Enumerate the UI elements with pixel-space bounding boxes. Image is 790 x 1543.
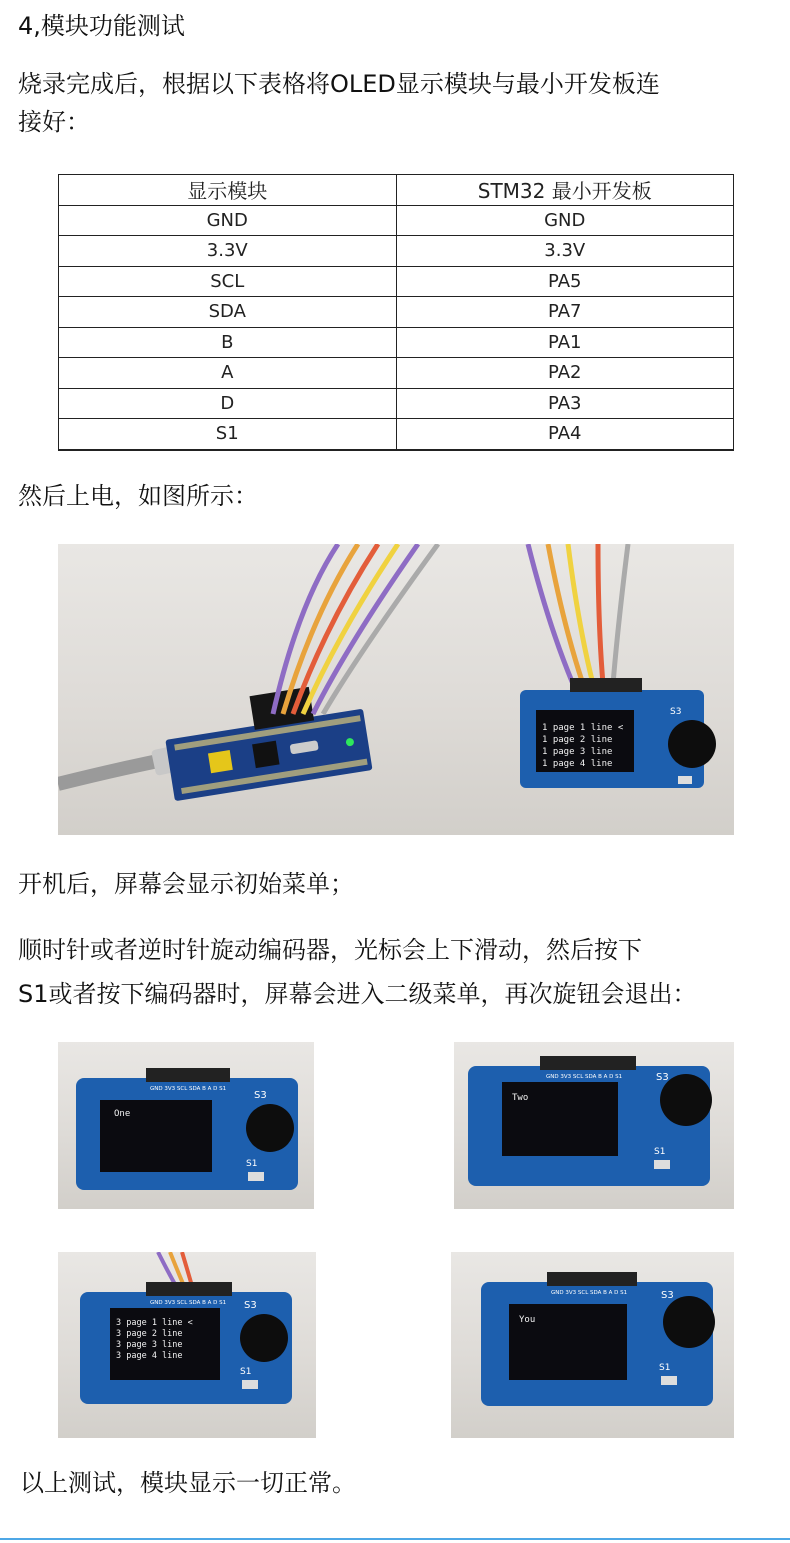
oled-line-2: 3 page 2 line [116, 1329, 183, 1339]
oled-module-illustration [451, 1252, 734, 1438]
oled-line-1: 3 page 1 line < [116, 1318, 193, 1328]
table-cell: PA3 [396, 388, 734, 419]
table-row [59, 205, 734, 236]
table-cell: SCL [59, 266, 397, 297]
pin-labels: GND 3V3 SCL SDA B A D S1 [150, 1300, 227, 1306]
encoder-label: S3 [244, 1300, 257, 1311]
table-cell: PA1 [396, 327, 734, 358]
pin-labels: GND 3V3 SCL SDA B A D S1 [546, 1074, 623, 1080]
table-cell: PA5 [396, 266, 734, 297]
button-s1-icon [242, 1380, 258, 1389]
photo-menu-you [451, 1252, 734, 1438]
oled-module-illustration [454, 1042, 734, 1209]
table-row [59, 388, 734, 419]
pin-labels: GND 3V3 SCL SDA B A D S1 [150, 1086, 227, 1092]
table-cell: PA2 [396, 358, 734, 389]
photo-menu-one [58, 1042, 314, 1209]
table-row [59, 297, 734, 328]
power-on-caption: 然后上电，如图所示： [18, 482, 258, 510]
table-header-stm32: STM32 最小开发板 [396, 175, 734, 206]
oled-line-2: 1 page 2 line [542, 735, 613, 745]
rotate-instruction-line-2: S1或者按下编码器时，屏幕会进入二级菜单，再次旋钮会退出： [18, 980, 697, 1008]
boot-caption: 开机后，屏幕会显示初始菜单； [18, 870, 354, 898]
table-row [59, 419, 734, 450]
oled-line-4: 3 page 4 line [116, 1351, 183, 1361]
table-cell: 3.3V [59, 236, 397, 267]
oled-module-illustration [58, 1042, 314, 1209]
encoder-knob-icon [668, 720, 716, 768]
table-row [59, 266, 734, 297]
wiring-photo [58, 544, 734, 835]
wiring-illustration [58, 544, 734, 835]
rotate-instruction-line-1: 顺时针或者逆时针旋动编码器，光标会上下滑动，然后按下 [18, 936, 642, 964]
encoder-label: S3 [656, 1072, 669, 1083]
photo-menu-page3 [58, 1252, 316, 1438]
oled-text-one: One [114, 1109, 131, 1119]
oled-module-illustration [58, 1252, 316, 1438]
table-header-oled: 显示模块 [59, 175, 397, 206]
encoder-knob-icon [663, 1296, 715, 1348]
table-cell: 3.3V [396, 236, 734, 267]
button-s1-icon [248, 1172, 264, 1181]
button-label: S1 [659, 1363, 671, 1373]
bottom-divider [0, 1538, 790, 1540]
pin-connection-table [58, 174, 734, 451]
table-cell: S1 [59, 419, 397, 450]
button-s1-icon [661, 1376, 677, 1385]
encoder-label: S3 [670, 707, 682, 717]
pin-labels: GND 3V3 SCL SDA B A D S1 [551, 1290, 628, 1296]
encoder-label: S3 [661, 1290, 674, 1301]
intro-paragraph-line-1: 烧录完成后，根据以下表格将OLED显示模块与最小开发板连 [18, 70, 660, 98]
table-cell: GND [396, 205, 734, 236]
oled-text-two: Two [512, 1093, 529, 1103]
table-cell: GND [59, 205, 397, 236]
table-row [59, 358, 734, 389]
encoder-knob-icon [240, 1314, 288, 1362]
table-header-row [59, 175, 734, 206]
encoder-label: S3 [254, 1090, 267, 1101]
table-cell: D [59, 388, 397, 419]
table-cell: SDA [59, 297, 397, 328]
table-cell: A [59, 358, 397, 389]
oled-line-1: 1 page 1 line < [542, 723, 624, 733]
table-row [59, 236, 734, 267]
encoder-knob-icon [246, 1104, 294, 1152]
intro-paragraph-line-2: 接好： [18, 108, 90, 136]
oled-line-3: 3 page 3 line [116, 1340, 183, 1350]
table-row [59, 327, 734, 358]
oled-line-4: 1 page 4 line [542, 759, 613, 769]
table-cell: PA4 [396, 419, 734, 450]
button-label: S1 [654, 1147, 666, 1157]
button-s1-icon [654, 1160, 670, 1169]
button-label: S1 [240, 1367, 252, 1377]
oled-text-you: You [519, 1315, 536, 1325]
summary-caption: 以上测试，模块显示一切正常。 [20, 1469, 356, 1497]
table-cell: PA7 [396, 297, 734, 328]
photo-menu-two [454, 1042, 734, 1209]
oled-line-3: 1 page 3 line [542, 747, 613, 757]
section-heading: 4,模块功能测试 [18, 12, 185, 40]
button-label: S1 [246, 1159, 258, 1169]
table-cell: B [59, 327, 397, 358]
